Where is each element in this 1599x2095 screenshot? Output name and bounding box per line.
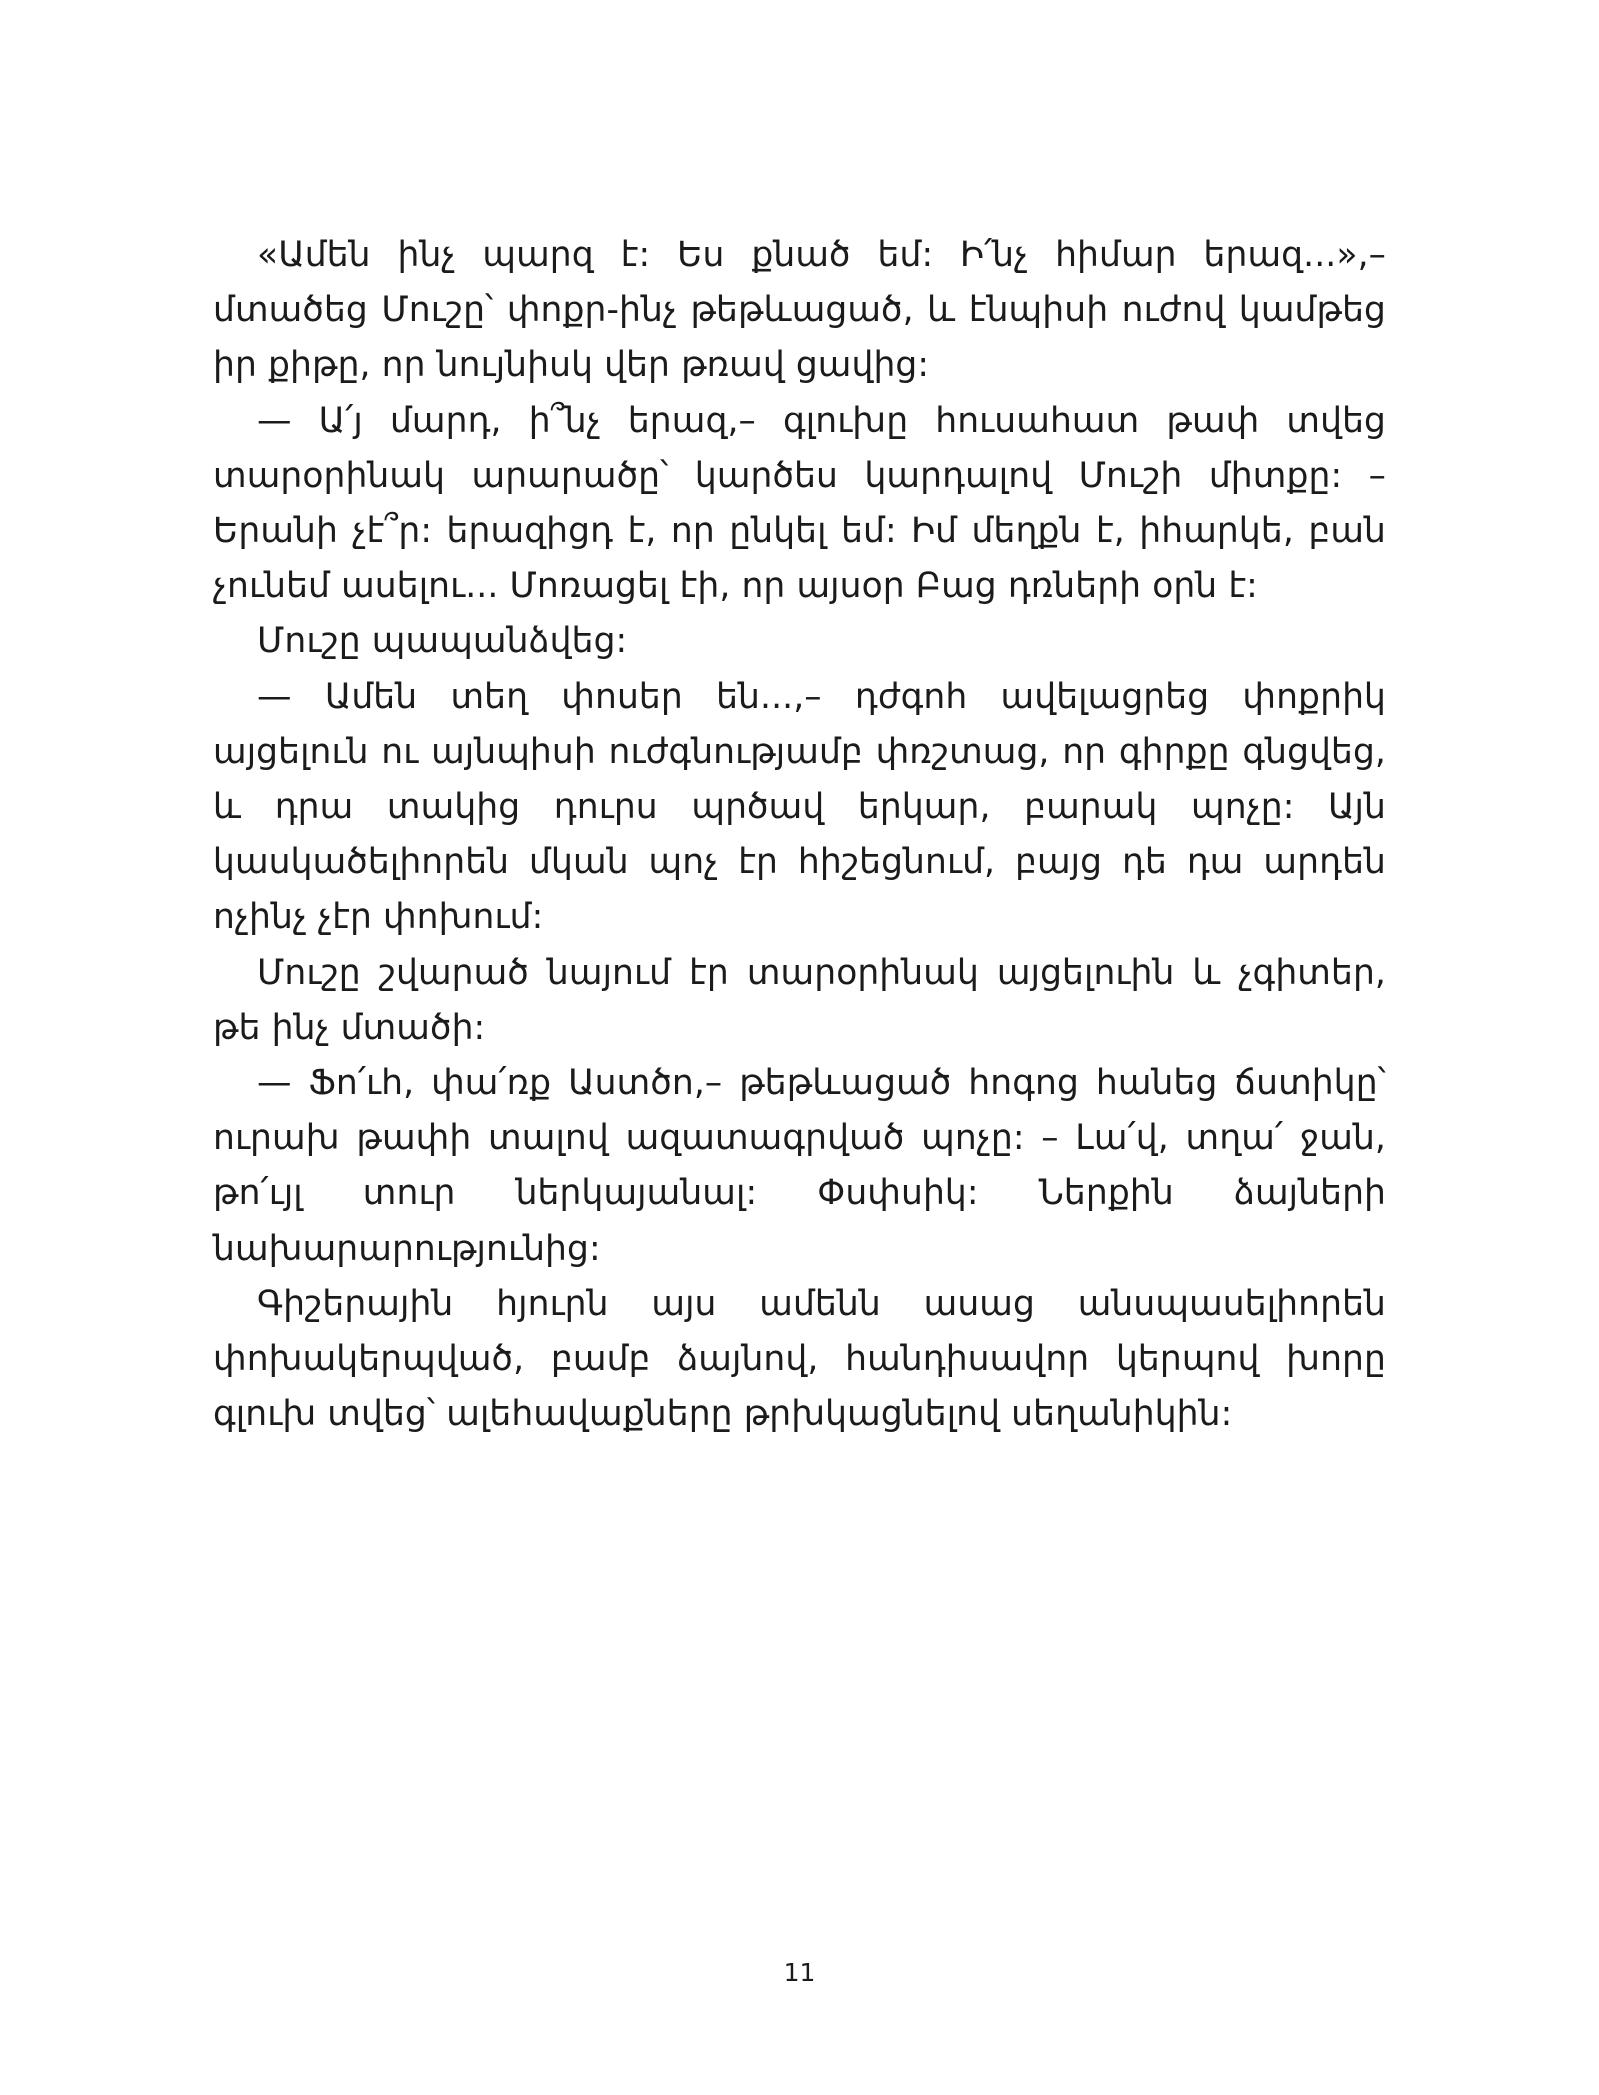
paragraph: — Ա՛յ մարդ, ի՞նչ երազ,– գլուխը հուսահատ թափ տվեց տարօրինակ արարածը՝ կարծես կարդալով Մուշի միտքը: – Երանի չէ՞ր: երազիցդ է, որ ընկել եմ: Իմ մեղքն է, իհարկե, բան չունեմ ասելու... Մոռացել էի, որ այսօր Բաց դռների օրն է: (213, 400, 1386, 607)
paragraph: Գիշերային հյուրն այս ամենն ասաց անսպասելիորեն փոխակերպված, բամբ ձայնով, հանդիսավոր կերպով խորը գլուխ տվեց՝ ալեհավաքները թրխկացնելով սեղանիկին: (213, 1283, 1386, 1435)
body-text-column (213, 228, 1386, 1442)
paragraph: — Ամեն տեղ փոսեր են...,– դժգոհ ավելացրեց փոքրիկ այցելուն ու այնպիսի ուժգնությամբ փռշտաց, որ գիրքը գնցվեց, և դրա տակից դուրս պրծավ երկար, բարակ պոչը: Այն կասկածելիորեն մկան պոչ էր հիշեցնում, բայց դե դա արդեն ոչինչ չէր փոխում: (213, 676, 1386, 938)
paragraph: — Ֆո՛ւհ, փա՛ռք Աստծո,– թեթևացած հոգոց հանեց ճստիկը՝ ուրախ թափի տալով ազատագրված պոչը: – Լա՛վ, տղա՛ ջան, թո՛ւյլ տուր ներկայանալ: Փսփսիկ: Ներքին ձայների նախարարությունից: (213, 1063, 1386, 1269)
paragraph: Մուշը շվարած նայում էր տարօրինակ այցելուին և չգիտեր, թե ինչ մտածի: (213, 952, 1386, 1048)
paragraph: «Ամեն ինչ պարզ է: Ես քնած եմ: Ի՛նչ հիմար երազ...»,– մտածեց Մուշը՝ փոքր-ինչ թեթևացած, և էնպիսի ուժով կամթեց իր քիթը, որ նույնիսկ վեր թռավ ցավից: (213, 235, 1386, 386)
paragraph: Մուշը պապանձվեց: (257, 621, 628, 662)
page-number: 11 (783, 1958, 816, 1987)
